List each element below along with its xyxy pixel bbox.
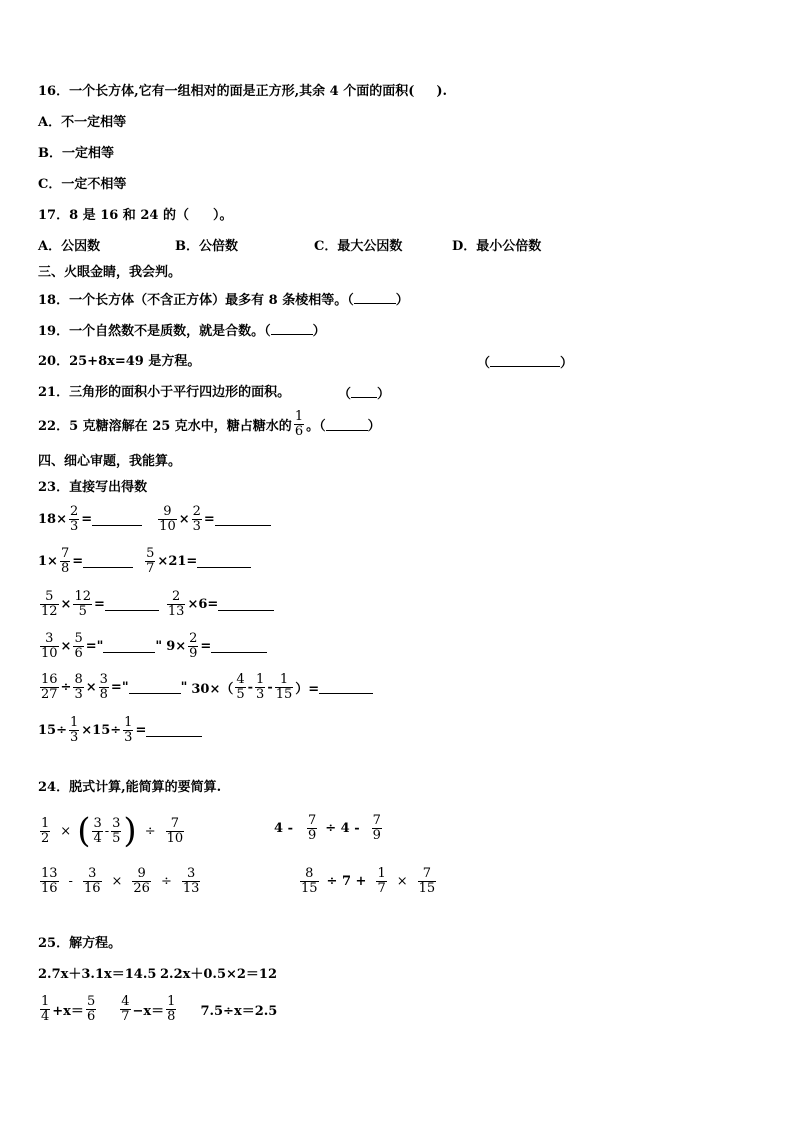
q23-r1b-operator: × — [178, 512, 190, 527]
question-20-answer-blank[interactable] — [490, 354, 560, 367]
question-24-expression-4 — [298, 867, 438, 896]
q23-r3a-equals: = — [94, 597, 105, 612]
q23-r3b-answer-blank[interactable] — [218, 598, 274, 611]
q24-e1-left-paren: ( — [77, 811, 91, 851]
question-20-answer — [477, 354, 573, 372]
q23-r3b-fraction: $\frac{2}{13}$ — [167, 589, 185, 619]
q23-r3a-fraction-2: $\frac{12}{5}$ — [74, 589, 91, 619]
q23-r2b-answer-blank[interactable] — [197, 555, 251, 568]
q23-r5b-fraction-2: $\frac{1}{3}$ — [256, 672, 265, 702]
q25-eq4-fraction-2: $\frac{1}{8}$ — [167, 994, 176, 1024]
q24-e3-fraction-4: $\frac{3}{13}$ — [182, 866, 200, 896]
question-23-row-4 — [38, 632, 267, 661]
question-21-text: 21．三角形的面积小于平行四边形的面积。 — [38, 385, 291, 400]
question-24-expression-3 — [38, 867, 202, 896]
question-16-stem: 16．一个长方体,它有一组相对的面是正方形,其余 4 个面的面积( — [38, 84, 415, 99]
q23-r4a-equals: =" — [85, 639, 104, 654]
q24-e1-operator-1: × — [60, 823, 72, 839]
q23-r1b-answer-blank[interactable] — [215, 513, 271, 526]
question-16-option-b[interactable]: B．一定相等 — [38, 146, 114, 161]
section-3-heading: 三、火眼金睛，我会判。 — [38, 265, 182, 280]
question-23-row-3 — [38, 590, 274, 619]
question-24-expression-2 — [274, 814, 384, 843]
q23-r4a-quote: " — [155, 639, 163, 654]
question-18-answer-blank[interactable] — [354, 291, 396, 304]
q23-r6-equals: = — [135, 723, 147, 738]
q23-r5b-prefix: 30×（ — [191, 682, 234, 697]
question-16-stem-end: ). — [436, 84, 448, 99]
section-4-heading: 四、细心审题，我能算。 — [38, 454, 182, 469]
question-19-answer-blank[interactable] — [271, 322, 313, 335]
q23-r6-fraction-1: $\frac{1}{3}$ — [69, 715, 79, 745]
question-17-option-b[interactable]: B．公倍数 — [175, 239, 238, 254]
q23-r4a-fraction-1: $\frac{3}{10}$ — [41, 631, 58, 661]
question-16-option-c[interactable]: C．一定不相等 — [38, 177, 127, 192]
q23-r3a-answer-blank[interactable] — [105, 598, 159, 611]
q23-r4a-answer-blank[interactable] — [103, 640, 155, 653]
q23-r2b-suffix: ×21= — [157, 554, 198, 569]
q23-r5a-fraction-2: $\frac{8}{3}$ — [74, 672, 83, 702]
q23-r5b-operator-1: - — [247, 680, 254, 695]
q24-e1-fraction-2: $\frac{3}{4}$ — [93, 815, 102, 846]
q23-r6-prefix: 15÷ — [38, 723, 67, 738]
question-23-title: 23．直接写出得数 — [38, 480, 148, 495]
q24-e4-middle: ÷ 7 + — [326, 873, 367, 889]
question-17 — [38, 208, 232, 224]
q23-r5b-fraction-3: $\frac{1}{15}$ — [275, 672, 293, 702]
q23-r4b-fraction: $\frac{2}{9}$ — [189, 631, 198, 661]
q24-e1-fraction-1: $\frac{1}{2}$ — [41, 815, 50, 846]
question-21-answer-blank[interactable] — [351, 385, 377, 398]
q23-r6-middle: ×15÷ — [81, 723, 122, 738]
q23-r5a-fraction-3: $\frac{3}{8}$ — [99, 672, 108, 702]
question-22-fraction: $\frac{1}{6}$ — [294, 409, 304, 439]
q23-r5b-suffix: ）= — [295, 682, 320, 697]
q23-r4a-fraction-2: $\frac{5}{6}$ — [74, 631, 83, 661]
q23-r3b-suffix: ×6= — [187, 597, 219, 612]
q25-equation-2: 2.2x＋0.5×2＝12 — [160, 967, 278, 982]
question-19-close: ） — [312, 324, 326, 339]
q23-r4b-answer-blank[interactable] — [211, 640, 267, 653]
q24-e1-fraction-3: $\frac{3}{5}$ — [112, 815, 121, 846]
q24-e3-fraction-3: $\frac{9}{26}$ — [133, 866, 150, 896]
q24-e4-fraction-2: $\frac{1}{7}$ — [377, 866, 386, 896]
question-21-close-paren: ） — [377, 387, 391, 402]
q23-r2b-fraction: $\frac{5}{7}$ — [146, 546, 155, 576]
q25-eq4-middle: −x＝ — [132, 1004, 165, 1019]
question-17-option-d[interactable]: D．最小公倍数 — [452, 239, 542, 254]
q23-r1b-fraction-1: $\frac{9}{10}$ — [159, 504, 176, 534]
q24-e2-fraction-1: $\frac{7}{9}$ — [307, 813, 317, 843]
q23-r5a-equals: =" — [110, 680, 129, 695]
question-16-option-a[interactable]: A．不一定相等 — [38, 115, 127, 130]
q23-r2a-prefix: 1× — [38, 554, 58, 569]
q23-r5a-answer-blank[interactable] — [129, 681, 181, 694]
question-23-row-2 — [38, 547, 251, 576]
q24-e4-fraction-3: $\frac{7}{15}$ — [418, 866, 436, 896]
question-19-text: 19．一个自然数不是质数，就是合数。（ — [38, 324, 271, 339]
q24-e3-operator-1: - — [68, 874, 73, 889]
q24-e1-right-paren: ) — [123, 811, 137, 851]
question-18 — [38, 291, 409, 309]
q23-r4b-equals: = — [200, 639, 212, 654]
q24-e2-fraction-2: $\frac{7}{9}$ — [372, 813, 381, 843]
question-25-row-2 — [38, 995, 277, 1024]
question-17-stem: 17．8 是 16 和 24 的（ — [38, 208, 189, 223]
question-23-row-1 — [38, 505, 271, 534]
q25-equation-5: 7.5÷x＝2.5 — [200, 1004, 278, 1019]
q24-e2-middle: ÷ 4 - — [325, 820, 360, 836]
q24-e3-operator-3: ÷ — [160, 874, 172, 889]
q23-r1b-fraction-2: $\frac{2}{3}$ — [192, 504, 201, 534]
q23-r1a-answer-blank[interactable] — [92, 513, 142, 526]
q25-eq4-fraction-1: $\frac{4}{7}$ — [121, 994, 130, 1024]
question-20-close-paren: ） — [560, 356, 574, 371]
question-23-row-6 — [38, 716, 202, 745]
q23-r5a-quote: " — [180, 680, 188, 695]
question-20-text: 20．25+8x=49 是方程。 — [38, 354, 201, 369]
q23-r2a-equals: = — [72, 554, 84, 569]
question-19 — [38, 322, 326, 340]
q24-e1-operator-2: - — [104, 823, 110, 839]
q25-eq3-fraction-2: $\frac{5}{6}$ — [86, 994, 96, 1024]
q24-e1-operator-3: ÷ — [144, 823, 156, 839]
q24-e2-prefix: 4 - — [274, 820, 293, 836]
question-20-open-paren: （ — [477, 356, 491, 371]
question-21-open-paren: （ — [338, 387, 352, 402]
q23-r6-fraction-2: $\frac{1}{3}$ — [124, 715, 133, 745]
q23-r1a-prefix: 18× — [38, 512, 67, 527]
question-22-answer-blank[interactable] — [326, 418, 368, 431]
q23-r4b-prefix: 9× — [166, 639, 187, 654]
question-22-text: 22．5 克糖溶解在 25 克水中，糖占糖水的 — [38, 419, 292, 434]
q25-eq3-fraction-1: $\frac{1}{4}$ — [41, 994, 50, 1024]
q24-e3-fraction-1: $\frac{13}{16}$ — [41, 866, 58, 896]
question-18-close: ） — [395, 293, 409, 308]
q24-e1-fraction-4: $\frac{7}{10}$ — [166, 815, 184, 846]
q23-r1b-equals: = — [203, 512, 215, 527]
question-24-expression-1 — [38, 811, 186, 851]
q24-e3-fraction-2: $\frac{3}{16}$ — [83, 866, 101, 896]
q24-e4-operator: × — [396, 873, 408, 889]
q25-equation-1: 2.7x＋3.1x＝14.5 — [38, 967, 157, 982]
question-17-option-c[interactable]: C．最大公因数 — [314, 239, 403, 254]
q23-r2a-fraction: $\frac{7}{8}$ — [60, 546, 70, 576]
q23-r3a-fraction-1: $\frac{5}{12}$ — [41, 589, 58, 619]
question-17-option-a[interactable]: A．公因数 — [38, 239, 101, 254]
q25-eq3-middle: +x＝ — [52, 1004, 84, 1019]
q24-e4-fraction-1: $\frac{8}{15}$ — [301, 866, 318, 896]
question-22-close: ） — [367, 419, 381, 434]
question-17-stem-end: ）。 — [212, 208, 233, 223]
q23-r3a-operator: × — [60, 597, 72, 612]
q23-r5b-operator-2: - — [267, 680, 273, 695]
q23-r6-answer-blank[interactable] — [146, 724, 202, 737]
q23-r4a-operator: × — [60, 639, 72, 654]
q23-r5b-fraction-1: $\frac{4}{5}$ — [236, 672, 245, 702]
question-22 — [38, 410, 381, 439]
question-24-title: 24．脱式计算,能简算的要简算. — [38, 780, 222, 795]
question-21-answer — [338, 385, 390, 403]
q23-r5b-answer-blank[interactable] — [319, 681, 373, 694]
q24-e3-operator-2: × — [111, 874, 123, 889]
question-18-text: 18．一个长方体（不含正方体）最多有 8 条棱相等。（ — [38, 293, 354, 308]
q23-r1a-fraction: $\frac{2}{3}$ — [69, 504, 79, 534]
question-23-row-5 — [38, 673, 373, 702]
question-16 — [38, 84, 447, 100]
q23-r2a-answer-blank[interactable] — [83, 555, 133, 568]
q23-r1a-equals: = — [81, 512, 93, 527]
q23-r5a-fraction-1: $\frac{16}{27}$ — [41, 672, 58, 702]
q23-r5a-operator-1: ÷ — [60, 680, 72, 695]
question-22-open: 。（ — [306, 419, 326, 434]
question-25-title: 25．解方程。 — [38, 936, 122, 951]
q23-r5a-operator-2: × — [85, 680, 97, 695]
